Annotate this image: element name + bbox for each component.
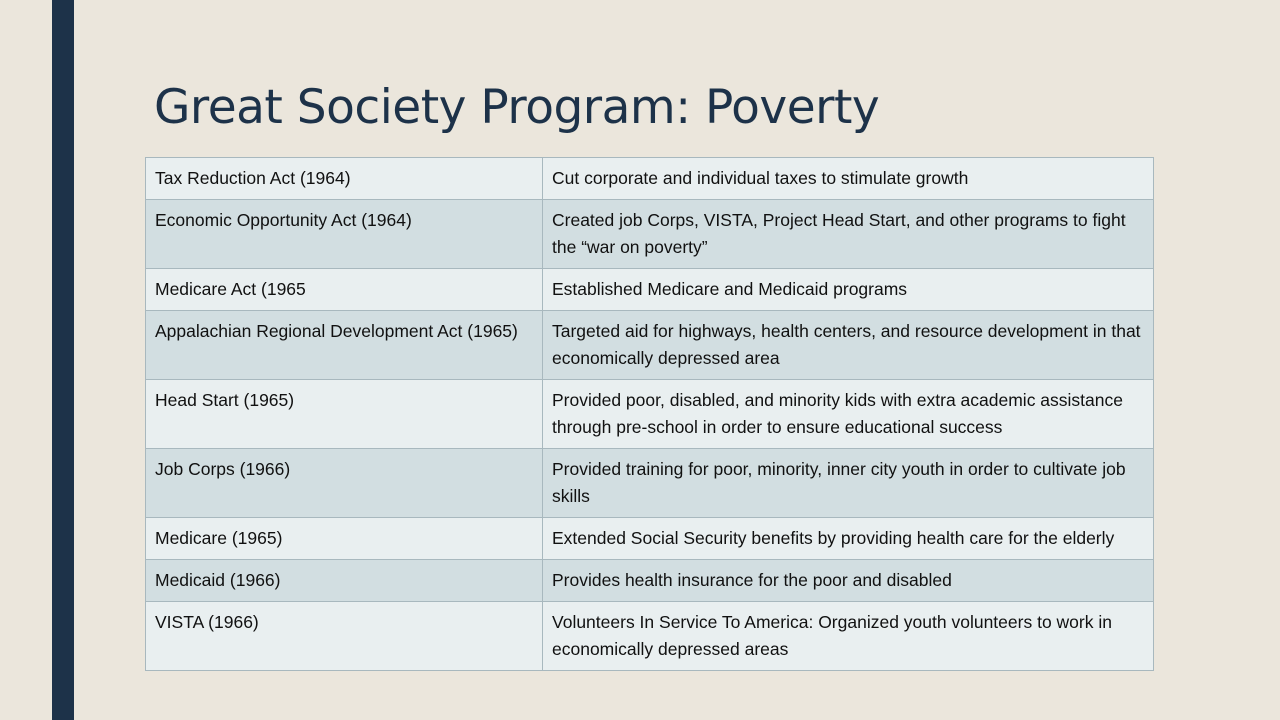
program-name: Medicare Act (1965 [146,269,543,311]
program-description: Targeted aid for highways, health centers, and resource development in that economically depressed area [543,311,1154,380]
program-description: Extended Social Security benefits by providing health care for the elderly [543,518,1154,560]
program-name: Medicaid (1966) [146,560,543,602]
program-name: Head Start (1965) [146,380,543,449]
program-name: Appalachian Regional Development Act (1965) [146,311,543,380]
table-row [146,518,1154,560]
slide-title: Great Society Program: Poverty [154,80,880,135]
table-row [146,200,1154,269]
table-row [146,311,1154,380]
table-row [146,269,1154,311]
programs-table [145,157,1154,671]
program-description: Provides health insurance for the poor and disabled [543,560,1154,602]
program-description: Cut corporate and individual taxes to stimulate growth [543,158,1154,200]
program-description: Created job Corps, VISTA, Project Head Start, and other programs to fight the “war on poverty” [543,200,1154,269]
program-description: Provided training for poor, minority, inner city youth in order to cultivate job skills [543,449,1154,518]
program-name: Medicare (1965) [146,518,543,560]
program-description: Established Medicare and Medicaid programs [543,269,1154,311]
table-row [146,380,1154,449]
table-row [146,560,1154,602]
table-row [146,158,1154,200]
program-name: VISTA (1966) [146,602,543,671]
program-name: Economic Opportunity Act (1964) [146,200,543,269]
table-row [146,602,1154,671]
program-name: Tax Reduction Act (1964) [146,158,543,200]
accent-bar [52,0,74,720]
program-description: Provided poor, disabled, and minority kids with extra academic assistance through pre-school in order to ensure educational success [543,380,1154,449]
table-row [146,449,1154,518]
programs-table-container [145,157,1153,671]
program-name: Job Corps (1966) [146,449,543,518]
program-description: Volunteers In Service To America: Organized youth volunteers to work in economically depressed areas [543,602,1154,671]
